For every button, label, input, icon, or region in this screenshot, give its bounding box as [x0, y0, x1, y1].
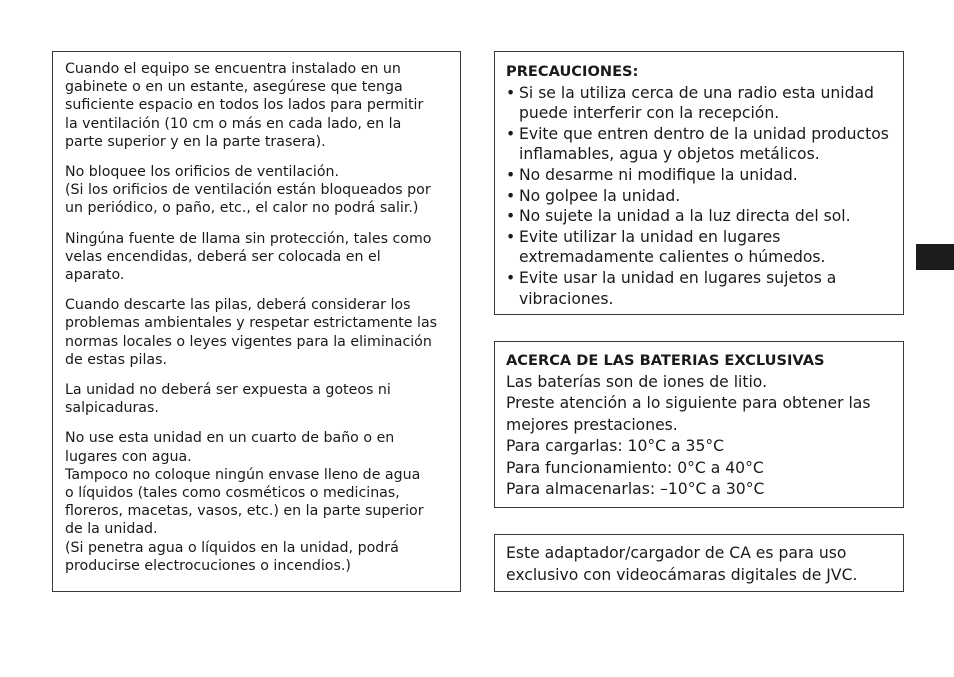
precautions-box: [494, 51, 904, 315]
battery-advice-text: Preste atención a lo siguiente para obtener las: [506, 394, 871, 412]
battery-advice-text: mejores prestaciones.: [506, 415, 678, 434]
list-item: • No sujete la unidad a la luz directa del sol.: [506, 207, 851, 226]
precautions-list: [506, 83, 893, 310]
list-item: • No golpee la unidad.: [506, 186, 681, 205]
list-item: • No desarme ni modifique la unidad.: [506, 165, 798, 184]
ventilation-space-note: Cuando el equipo se encuentra instalado en un gabinete o en un estante, asegúrese que tenga suficiente espacio en todos los lados para permitir la ventilación (10 cm o más en cada lado, en la parte superior y en la parte trasera).: [65, 61, 424, 150]
adapter-note-text: exclusivo con videocámaras digitales de JVC.: [506, 565, 858, 584]
list-item: • Evite usar la unidad en lugares sujetos a vibraciones.: [506, 268, 837, 308]
bullet-icon: •: [506, 268, 516, 287]
safety-notes-box: [52, 51, 461, 592]
batteries-heading: ACERCA DE LAS BATERIAS EXCLUSIVAS: [506, 352, 825, 369]
open-flame-note: Ningúna fuente de llama sin protección, tales como velas encendidas, deberá ser colocada en el aparato.: [65, 230, 432, 284]
adapter-note-text: Este adaptador/cargador de CA es para uso: [506, 544, 847, 562]
charge-temp-text: Para cargarlas: 10°C a 35°C: [506, 437, 725, 455]
list-item: • Evite utilizar la unidad en lugares extremadamente calientes o húmedos.: [506, 227, 826, 267]
bullet-icon: •: [506, 186, 516, 205]
operate-temp-text: Para funcionamiento: 0°C a 40°C: [506, 458, 764, 477]
bullet-icon: •: [506, 207, 516, 226]
list-item: • Si se la utiliza cerca de una radio esta unidad puede interferir con la recepción.: [506, 83, 874, 123]
batteries-box: [494, 341, 904, 508]
water-exposure-note: No use esta unidad en un cuarto de baño o en lugares con agua. Tampoco no coloque ningún envase lleno de agua o líquidos (tales como cosméticos o medicinas, floreros, macetas, vasos, etc.) en la parte superior de la unidad. (Si penetra agua o líquidos en la unidad, podrá producirse electrocuciones o incendios.): [65, 430, 424, 574]
bullet-icon: •: [506, 227, 516, 246]
ventilation-openings-note: No bloquee los orificios de ventilación. (Si los orificios de ventilación están bloqueados por un periódico, o paño, etc., el calor no podrá salir.): [65, 164, 431, 217]
bullet-icon: •: [506, 165, 516, 184]
bullet-icon: •: [506, 124, 516, 143]
storage-temp-text: Para almacenarlas: –10°C a 30°C: [506, 480, 765, 498]
battery-disposal-note: Cuando descarte las pilas, deberá considerar los problemas ambientales y respetar estrictamente las normas locales o leyes vigentes para la eliminación de estas pilas.: [65, 297, 438, 368]
bullet-icon: •: [506, 83, 516, 102]
dripping-splashing-note: La unidad no deberá ser expuesta a goteos ni salpicaduras.: [65, 382, 391, 417]
list-item: • Evite que entren dentro de la unidad productos inflamables, agua y objetos metálicos.: [506, 124, 889, 164]
precautions-heading: PRECAUCIONES:: [506, 63, 639, 80]
adapter-note-box: [494, 534, 904, 592]
section-tab-marker: [916, 244, 954, 270]
battery-type-text: Las baterías son de iones de litio.: [506, 372, 768, 391]
